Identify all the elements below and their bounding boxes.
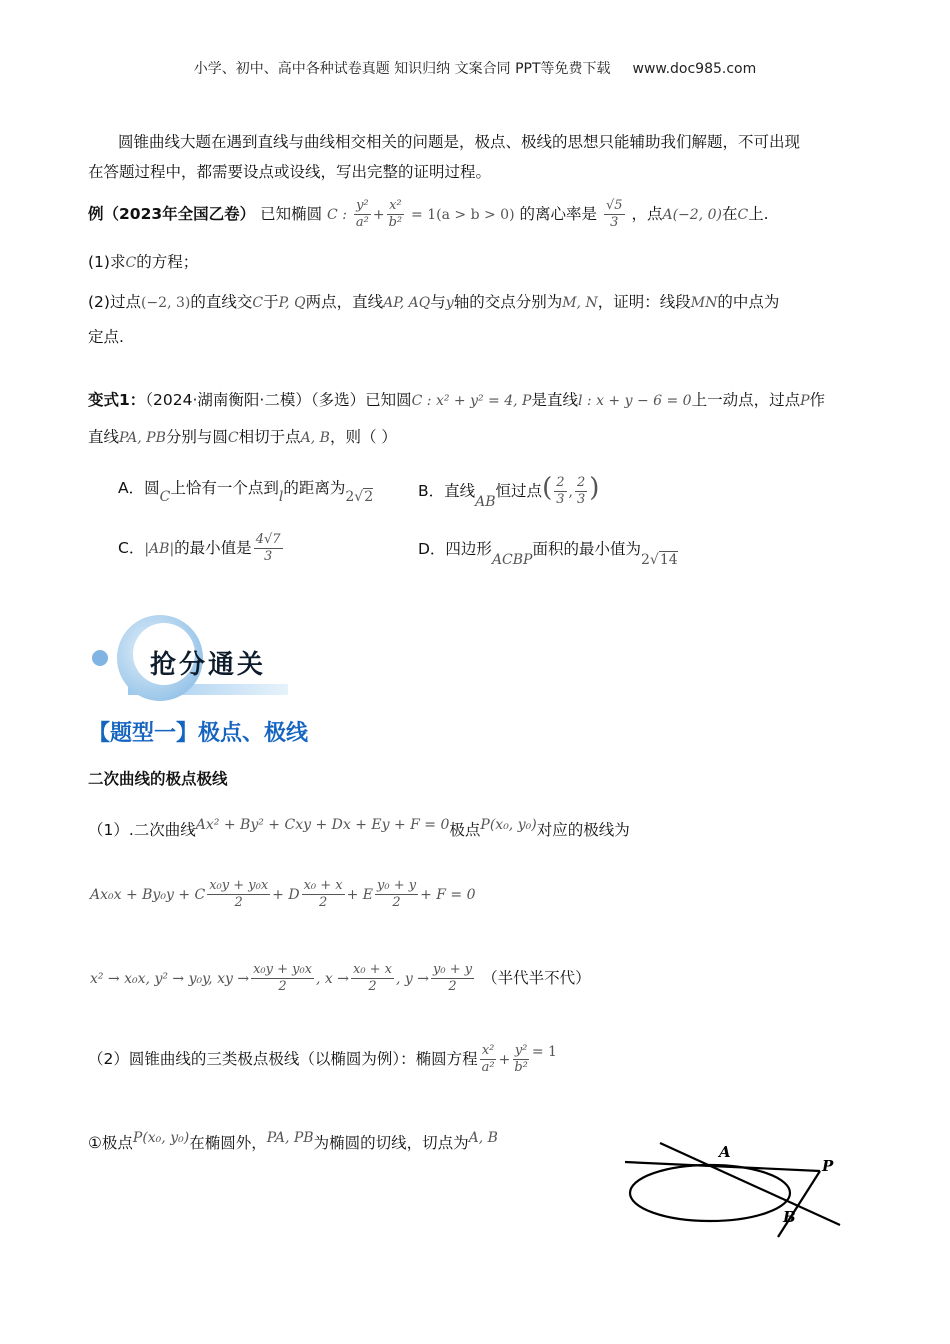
conic-types-intro: （2）圆锥曲线的三类极点极线（以椭圆为例）：椭圆方程 $\frac{\text{x²}}{\text{a²}}$ + $\frac{\text{y²}}{\text{b²}}$ = 1 [88, 1043, 557, 1075]
polar-line-formula: Ax₀x + By₀y + C $\frac{\text{x₀y + y₀x}}{2}$ + D $\frac{\text{x₀ + x}}{2}$ + E $\frac{\text{y₀ + y}}{2}$ + F = 0 [90, 878, 476, 910]
option-c[interactable]: C．|AB|的最小值是 $\frac{4√7}{3}$ [118, 532, 281, 564]
variant-statement-cont: 直线PA, PB分别与圆C相切于点A, B，则（ ） [88, 428, 397, 446]
ellipse-shape [630, 1165, 790, 1221]
variant-label: 变式1： [88, 391, 146, 409]
header-url[interactable]: www.doc985.com [632, 61, 757, 77]
variant-statement: 变式1：（2024·湖南衡阳·二模）（多选）已知圆C : x² + y² = 4, P是直线l : x + y − 6 = 0上一动点，过点P作 [88, 391, 826, 409]
case-pole-outside: ①极点P(x₀, y₀)在椭圆外，PA, PB为椭圆的切线，切点为A, B [88, 1130, 498, 1152]
label-b: B [783, 1208, 796, 1226]
site-header [0, 58, 950, 78]
ellipse-name: C : [327, 207, 347, 223]
example-statement: 例（2023年全国乙卷） 已知椭圆 C : $\frac{\text{y²}}{\text{a²}}$ + $\frac{\text{x²}}{\text{b²}}$ = 1(a > b > 0) 的离心率是 $\frac{√5}{3}$ ，点A(−2, 0)在C上. [88, 198, 769, 230]
section-title: 【题型一】极点、极线 [88, 721, 309, 746]
tangent-pa-line [625, 1162, 820, 1171]
frac-y2-a2: $\frac{\text{y²}}{\text{a²}}$ [355, 198, 369, 230]
example-q1: (1)求C的方程； [88, 253, 199, 271]
label-a: A [719, 1143, 731, 1161]
header-text: 小学、初中、高中各种试卷真题 知识归纳 文案合同 PPT等免费下载 [193, 61, 611, 77]
intro-line2: 在答题过程中，都需要设点或设线，写出完整的证明过程。 [88, 163, 492, 181]
option-d[interactable]: D．四边形ACBP面积的最小值为2√14 [418, 540, 678, 568]
eccentricity: $\frac{√5}{3}$ [605, 198, 623, 230]
intro-line1: 圆锥曲线大题在遇到直线与曲线相交相关的问题是，极点、极线的思想只能辅助我们解题，不可出现 [118, 133, 801, 151]
example-q2-cont: 定点. [88, 328, 124, 346]
example-label: 例（2023年全国乙卷） [88, 205, 256, 223]
banner-title: 抢分通关 [150, 650, 267, 680]
option-a[interactable]: A．圆C上恰有一个点到l的距离为2√2 [118, 479, 374, 505]
ellipse-condition: = 1(a > b > 0) [411, 207, 515, 223]
example-text: 已知椭圆 [260, 205, 323, 223]
label-p: P [822, 1157, 834, 1175]
polar-intro: （1）.二次曲线Ax² + By² + Cxy + Dx + Ey + F = 0极点P(x₀, y₀)对应的极线为 [88, 817, 630, 839]
subsection-title: 二次曲线的极点极线 [88, 770, 228, 788]
example-q2: (2)过点(−2, 3)的直线交C于P, Q两点，直线AP, AQ与y轴的交点分别为M, N，证明：线段MN的中点为 [88, 293, 780, 311]
ellipse-tangent-figure [620, 1135, 845, 1240]
substitution-rule: x² → x₀x, y² → y₀y, xy → $\frac{\text{x₀y + y₀x}}{2}$ , x → $\frac{\text{x₀ + x}}{2}$ , y → $\frac{\text{y₀ + y}}{2}$ （半代半不代） [90, 962, 591, 994]
frac-x2-b2: $\frac{\text{x²}}{\text{b²}}$ [388, 198, 403, 230]
option-b[interactable]: B．直线AB恒过点( $\frac{2}{3}$ , $\frac{2}{3}$ ) [418, 473, 600, 510]
point-a: A(−2, 0) [662, 207, 722, 223]
